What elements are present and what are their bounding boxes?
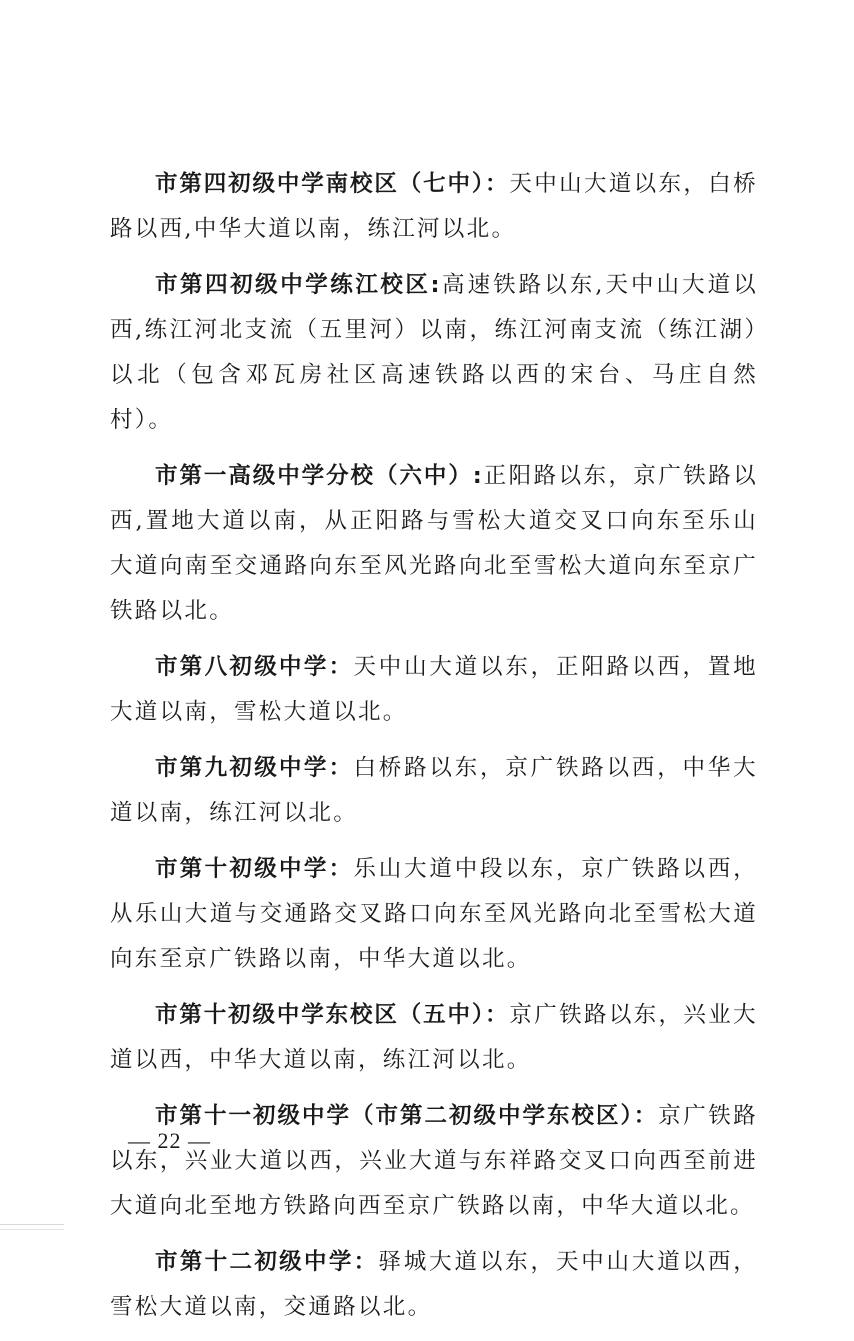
paragraph: [110, 645, 758, 735]
paragraph: [110, 162, 758, 252]
school-name: 市第四初级中学练江校区:: [155, 272, 442, 298]
district-description: 京广铁路以东，兴业大道以西，中华大道以南，练江河以北。: [110, 1002, 758, 1073]
paragraph: [110, 1240, 758, 1330]
scan-edge-mark: [0, 1224, 64, 1230]
district-description: 京广铁路以东，兴业大道以西，兴业大道与东祥路交叉口向西至前进大道向北至地方铁路向西至京广铁路以南，中华大道以北。: [110, 1103, 758, 1219]
district-description: 驿城大道以东，天中山大道以西，雪松大道以南，交通路以北。: [110, 1249, 758, 1320]
district-description: 高速铁路以东,天中山大道以西,练江河北支流（五里河）以南，练江河南支流（练江湖）以北（包含邓瓦房社区高速铁路以西的宋台、马庄自然村）。: [110, 272, 758, 433]
school-name: 市第十一初级中学（市第二初级中学东校区）：: [155, 1103, 659, 1129]
school-name: 市第十初级中学：: [155, 856, 354, 882]
paragraph: [110, 263, 758, 443]
district-description: 正阳路以东，京广铁路以西,置地大道以南，从正阳路与雪松大道交叉口向东至乐山大道向南至交通路向东至风光路向北至雪松大道向东至京广铁路以北。: [110, 463, 758, 624]
school-name: 市第四初级中学南校区（七中）：: [155, 171, 510, 197]
school-name: 市第九初级中学：: [155, 755, 354, 781]
district-description: 天中山大道以东，白桥路以西,中华大道以南，练江河以北。: [110, 171, 758, 242]
paragraph: [110, 1094, 758, 1229]
school-name: 市第八初级中学：: [155, 654, 354, 680]
district-description: 乐山大道中段以东，京广铁路以西，从乐山大道与交通路交叉路口向东至风光路向北至雪松大道向东至京广铁路以南，中华大道以北。: [110, 856, 758, 972]
school-name: 市第十初级中学东校区（五中）：: [155, 1002, 510, 1028]
school-name: 市第一高级中学分校（六中）:: [155, 463, 484, 489]
district-description: 天中山大道以东，正阳路以西，置地大道以南，雪松大道以北。: [110, 654, 758, 725]
paragraph: [110, 847, 758, 982]
paragraph: [110, 746, 758, 836]
district-description: 白桥路以东，京广铁路以西，中华大道以南，练江河以北。: [110, 755, 758, 826]
school-name: 市第十二初级中学：: [155, 1249, 379, 1275]
page-number: — 22 —: [128, 1128, 211, 1153]
paragraph: [110, 454, 758, 634]
paragraph: [110, 993, 758, 1083]
document-body: [110, 162, 758, 1341]
